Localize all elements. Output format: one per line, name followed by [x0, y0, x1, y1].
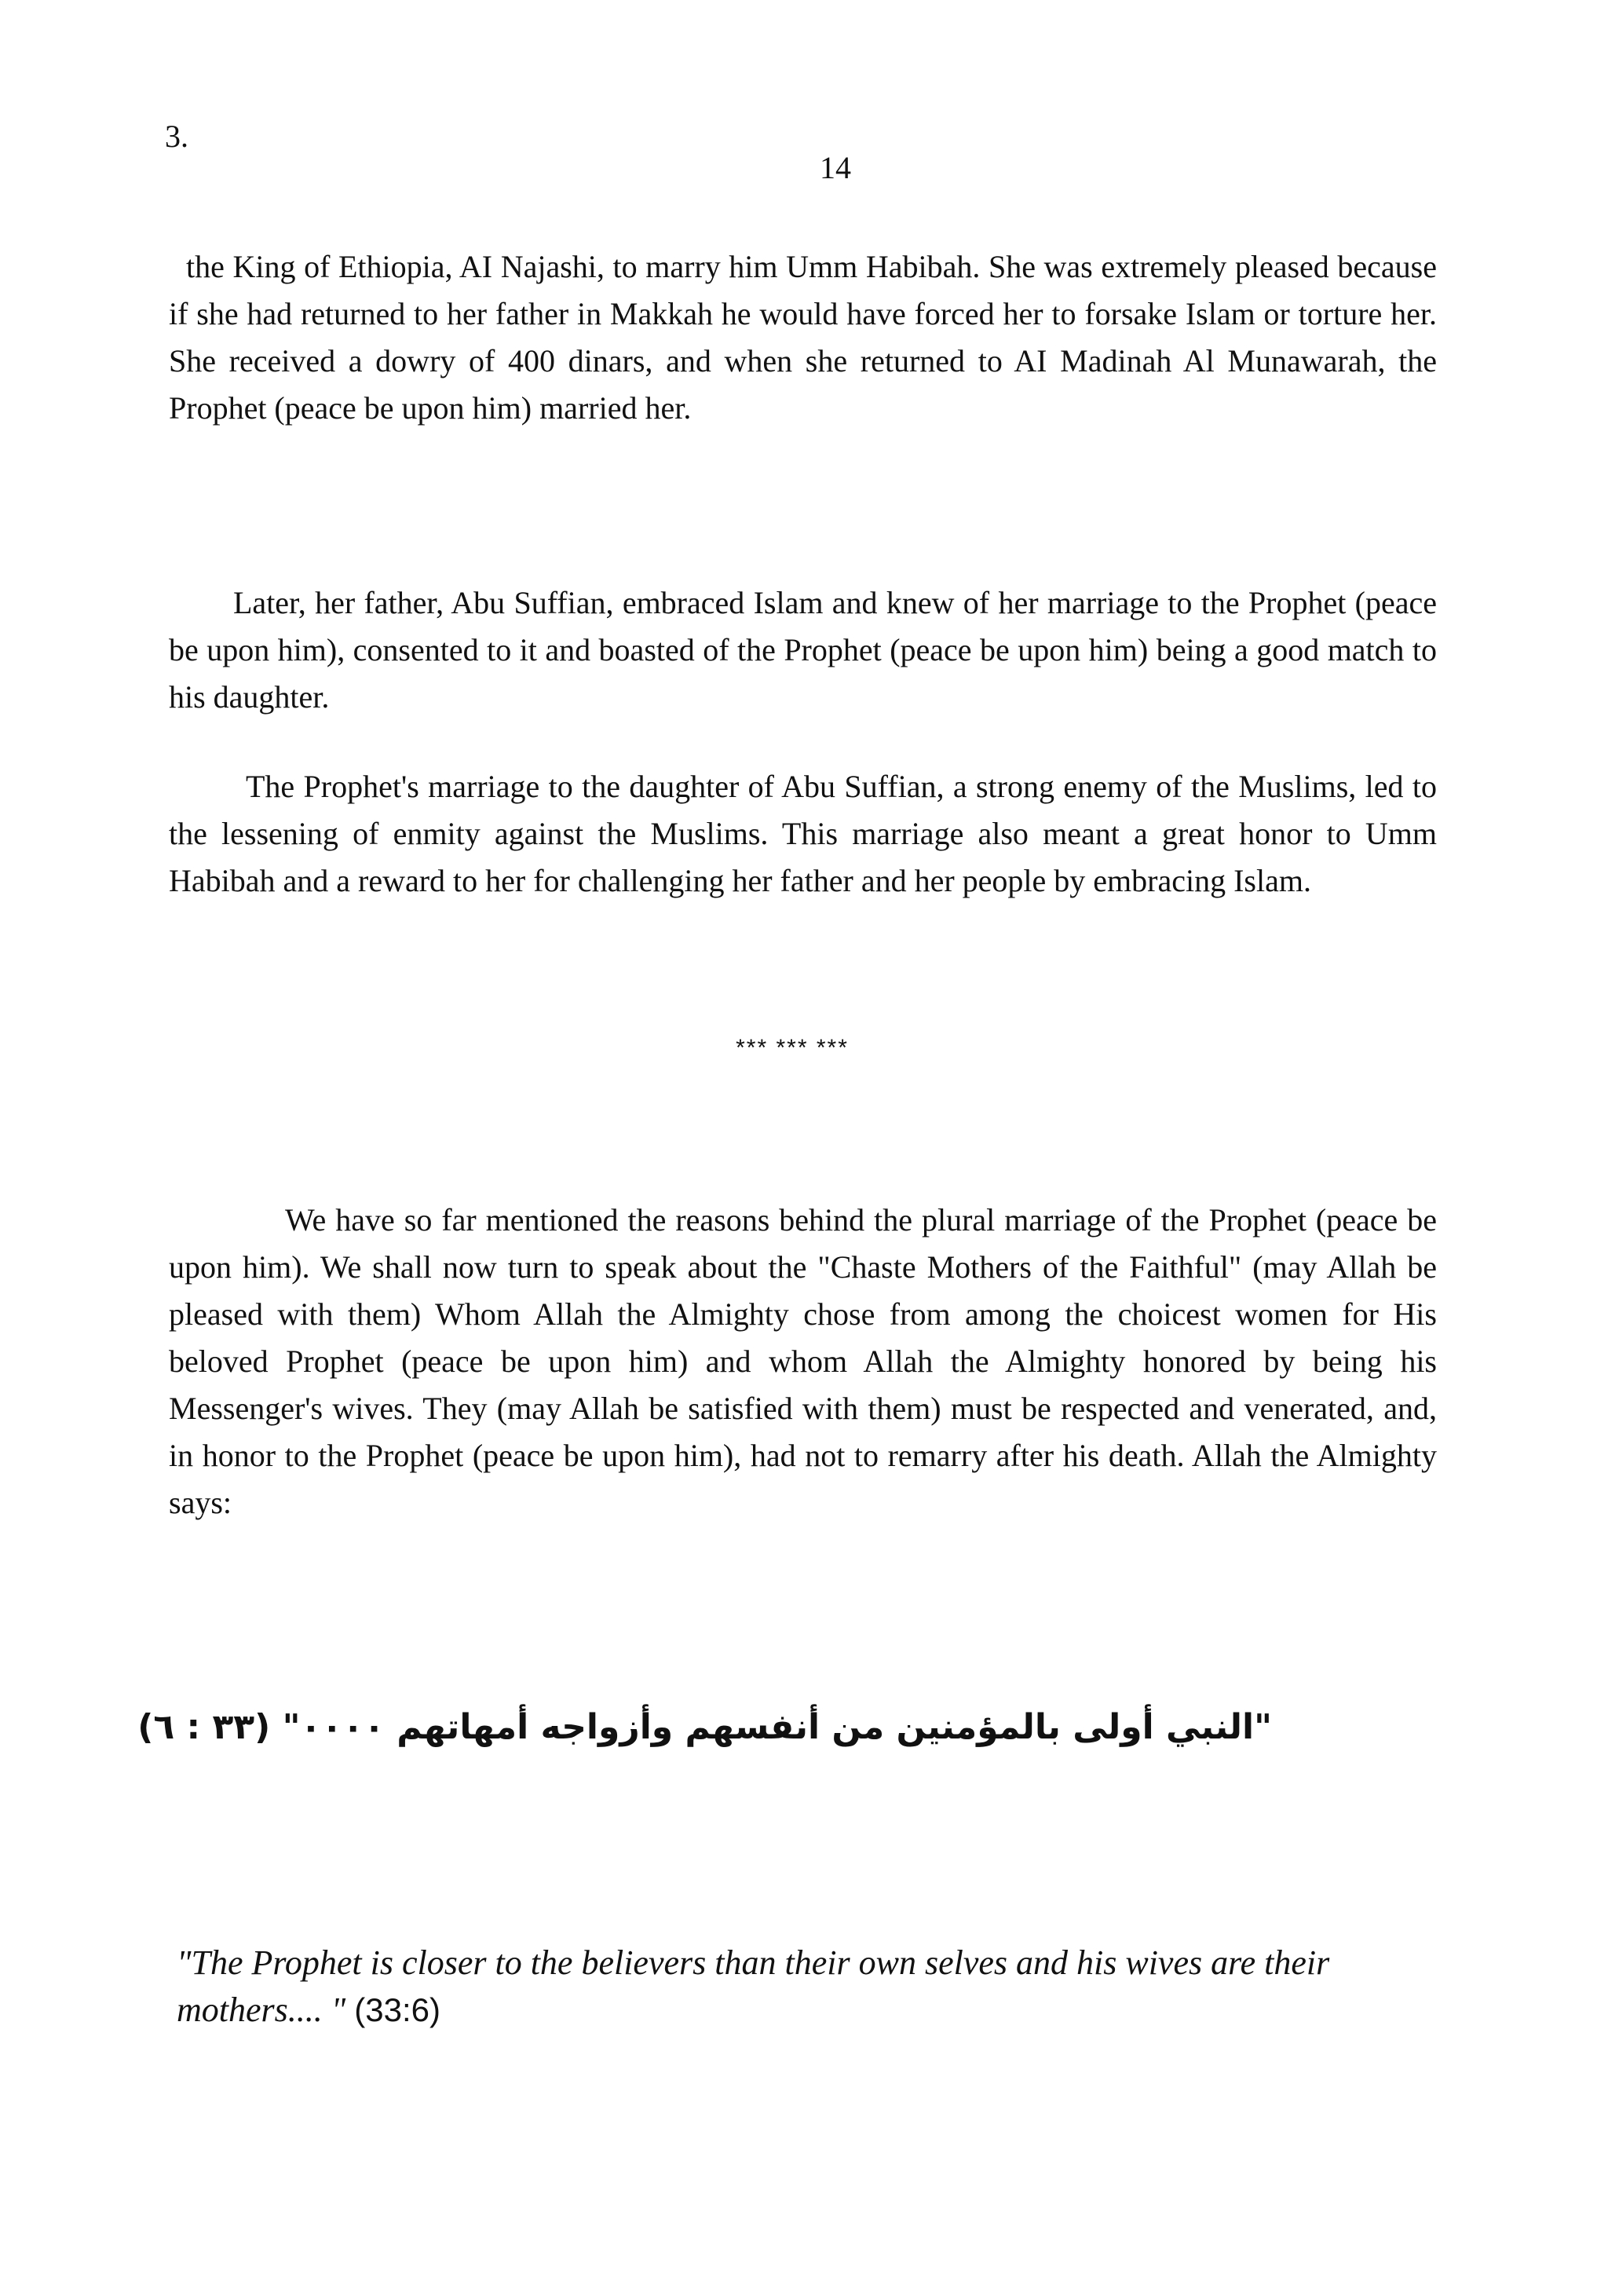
verse-reference: (33:6) [354, 1991, 440, 2028]
paragraph-umm-habibah-marriage: the King of Ethiopia, AI Najashi, to marry him Umm Habibah. She was extremely pleased because if she had returned to her father in Makkah he would have forced her to forsake Islam or torture her. She received a dowry of 400 dinars, and when she returned to AI Madinah Al Munawarah, the Prophet (peace be upon him) married her. [169, 249, 1437, 426]
paragraph-mothers-of-faithful: We have so far mentioned the reasons behind the plural marriage of the Prophet (peace be upon him). We shall now turn to speak about the "Chaste Mothers of the Faithful" (may Allah be pleased with them) Whom Allah the Almighty chose from among the choicest women for His beloved Prophet (peace be upon him) and whom Allah the Almighty honored by being his Messenger's wives. They (may Allah be satisfied with them) must be respected and venerated, and, in honor to the Prophet (peace be upon him), had not to remarry after his death. Allah the Almighty says: [169, 1202, 1437, 1520]
arabic-verse-quote: "النبي أولى بالمؤمنين من أنفسهم وأزواجه أمهاتهم ٠٠٠٠" (٣٣ : ٦) [137, 1707, 1272, 1747]
translation-text: "The Prophet is closer to the believers than their own selves and his wives are their mothers.... " [177, 1943, 1330, 2029]
verse-translation [177, 1940, 1433, 2034]
corner-number: 3. [165, 119, 188, 154]
page-number: 14 [820, 150, 851, 185]
paragraph-marriage-significance: The Prophet's marriage to the daughter of Abu Suffian, a strong enemy of the Muslims, led to the lessening of enmity against the Muslims. This marriage also meant a great honor to Umm Habibah and a reward to her for challenging her father and her people by embracing Islam. [169, 769, 1437, 898]
paragraph-abu-suffian: Later, her father, Abu Suffian, embraced Islam and knew of her marriage to the Prophet (peace be upon him), consented to it and boasted of the Prophet (peace be upon him) being a good match to his daughter. [169, 585, 1437, 715]
section-separator: *** *** *** [736, 1035, 849, 1061]
